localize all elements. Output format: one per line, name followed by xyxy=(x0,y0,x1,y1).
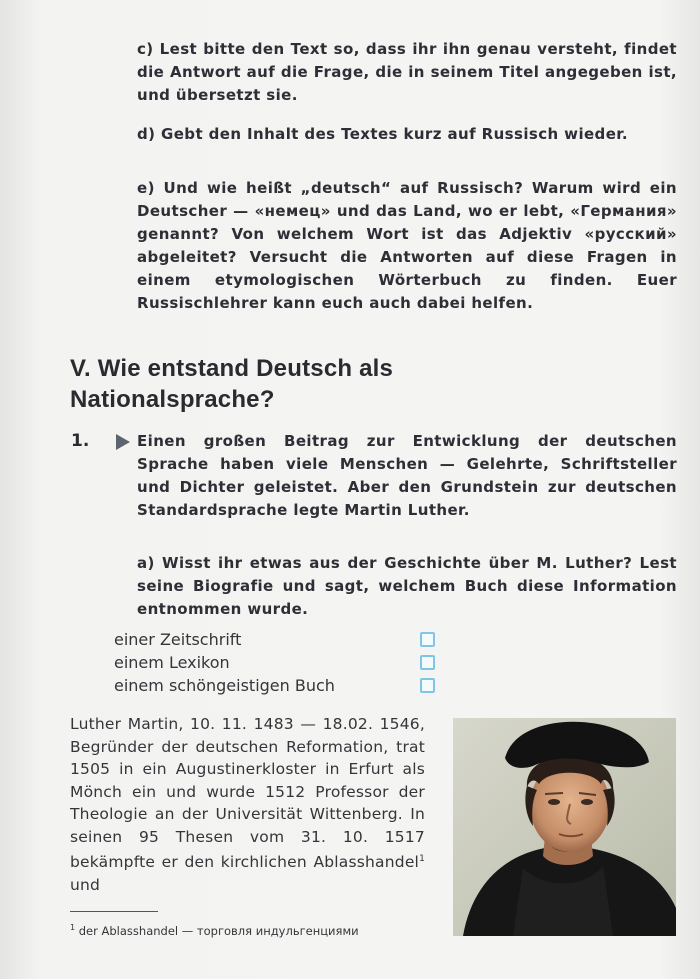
answer-options xyxy=(114,628,444,697)
task-c: c) Lest bitte den Text so, dass ihr ihn genau versteht, findet die Antwort auf die Frage, die in seinem Titel angegeben ist, und übersetzt sie. xyxy=(137,40,677,104)
task-e: e) Und wie heißt „deutsch“ auf Russisch? Warum wird ein Deutscher — «немец» und das Land, wo er lebt, «Германия» genannt? Von welchem Wort ist das Adjektiv «русский» abgeleitet? Versucht die Antworten auf diese Fragen in einem etymologischen Wörterbuch zu finden. Euer Russischlehrer kann euch auch dabei helfen. xyxy=(137,179,677,312)
section-title: V. Wie entstand Deutsch als Nationalsprache? xyxy=(70,355,394,413)
option-lexikon: einem Lexikon xyxy=(114,651,444,674)
luther-biography: Luther Martin, 10. 11. 1483 — 18.02. 1546, Begründer der deutschen Reformation, trat 1505 in ein Augustinerkloster in Erfurt als Mönch ein und wurde 1512 Professor der Theologie an der Universität Wittenberg. In seinen 95 Thesen vom 31. 10. 1517 bekämpfte er den kirchlichen Ablasshandel$^1$ und xyxy=(70,715,425,894)
exercise-number: 1. xyxy=(71,431,90,451)
option-schoengeistiges-buch: einem schöngeistigen Buch xyxy=(114,674,444,697)
play-arrow-icon xyxy=(116,434,130,450)
footnote-ref: 1 xyxy=(419,854,425,864)
checkbox-zeitschrift[interactable] xyxy=(420,632,435,647)
task-a: a) Wisst ihr etwas aus der Geschichte über M. Luther? Lest seine Biografie und sagt, welchem Buch diese Information entnommen wurde. xyxy=(137,554,677,618)
luther-portrait-image xyxy=(453,718,676,936)
option-zeitschrift: einer Zeitschrift xyxy=(114,628,444,651)
checkbox-schoengeistiges-buch[interactable] xyxy=(420,678,435,693)
footnote: $^1$ der Ablasshandel — торговля индульгенциями xyxy=(70,923,359,938)
task-d: d) Gebt den Inhalt des Textes kurz auf Russisch wieder. xyxy=(137,125,629,143)
portrait-illustration xyxy=(453,718,676,936)
footnote-divider xyxy=(70,911,158,912)
checkbox-lexikon[interactable] xyxy=(420,655,435,670)
exercise-text: Einen großen Beitrag zur Entwicklung der deutschen Sprache haben viele Menschen — Gelehrte, Schriftsteller und Dichter geleistet. Aber den Grundstein zur deutschen Standardsprache legte Martin Luther. xyxy=(137,432,677,519)
